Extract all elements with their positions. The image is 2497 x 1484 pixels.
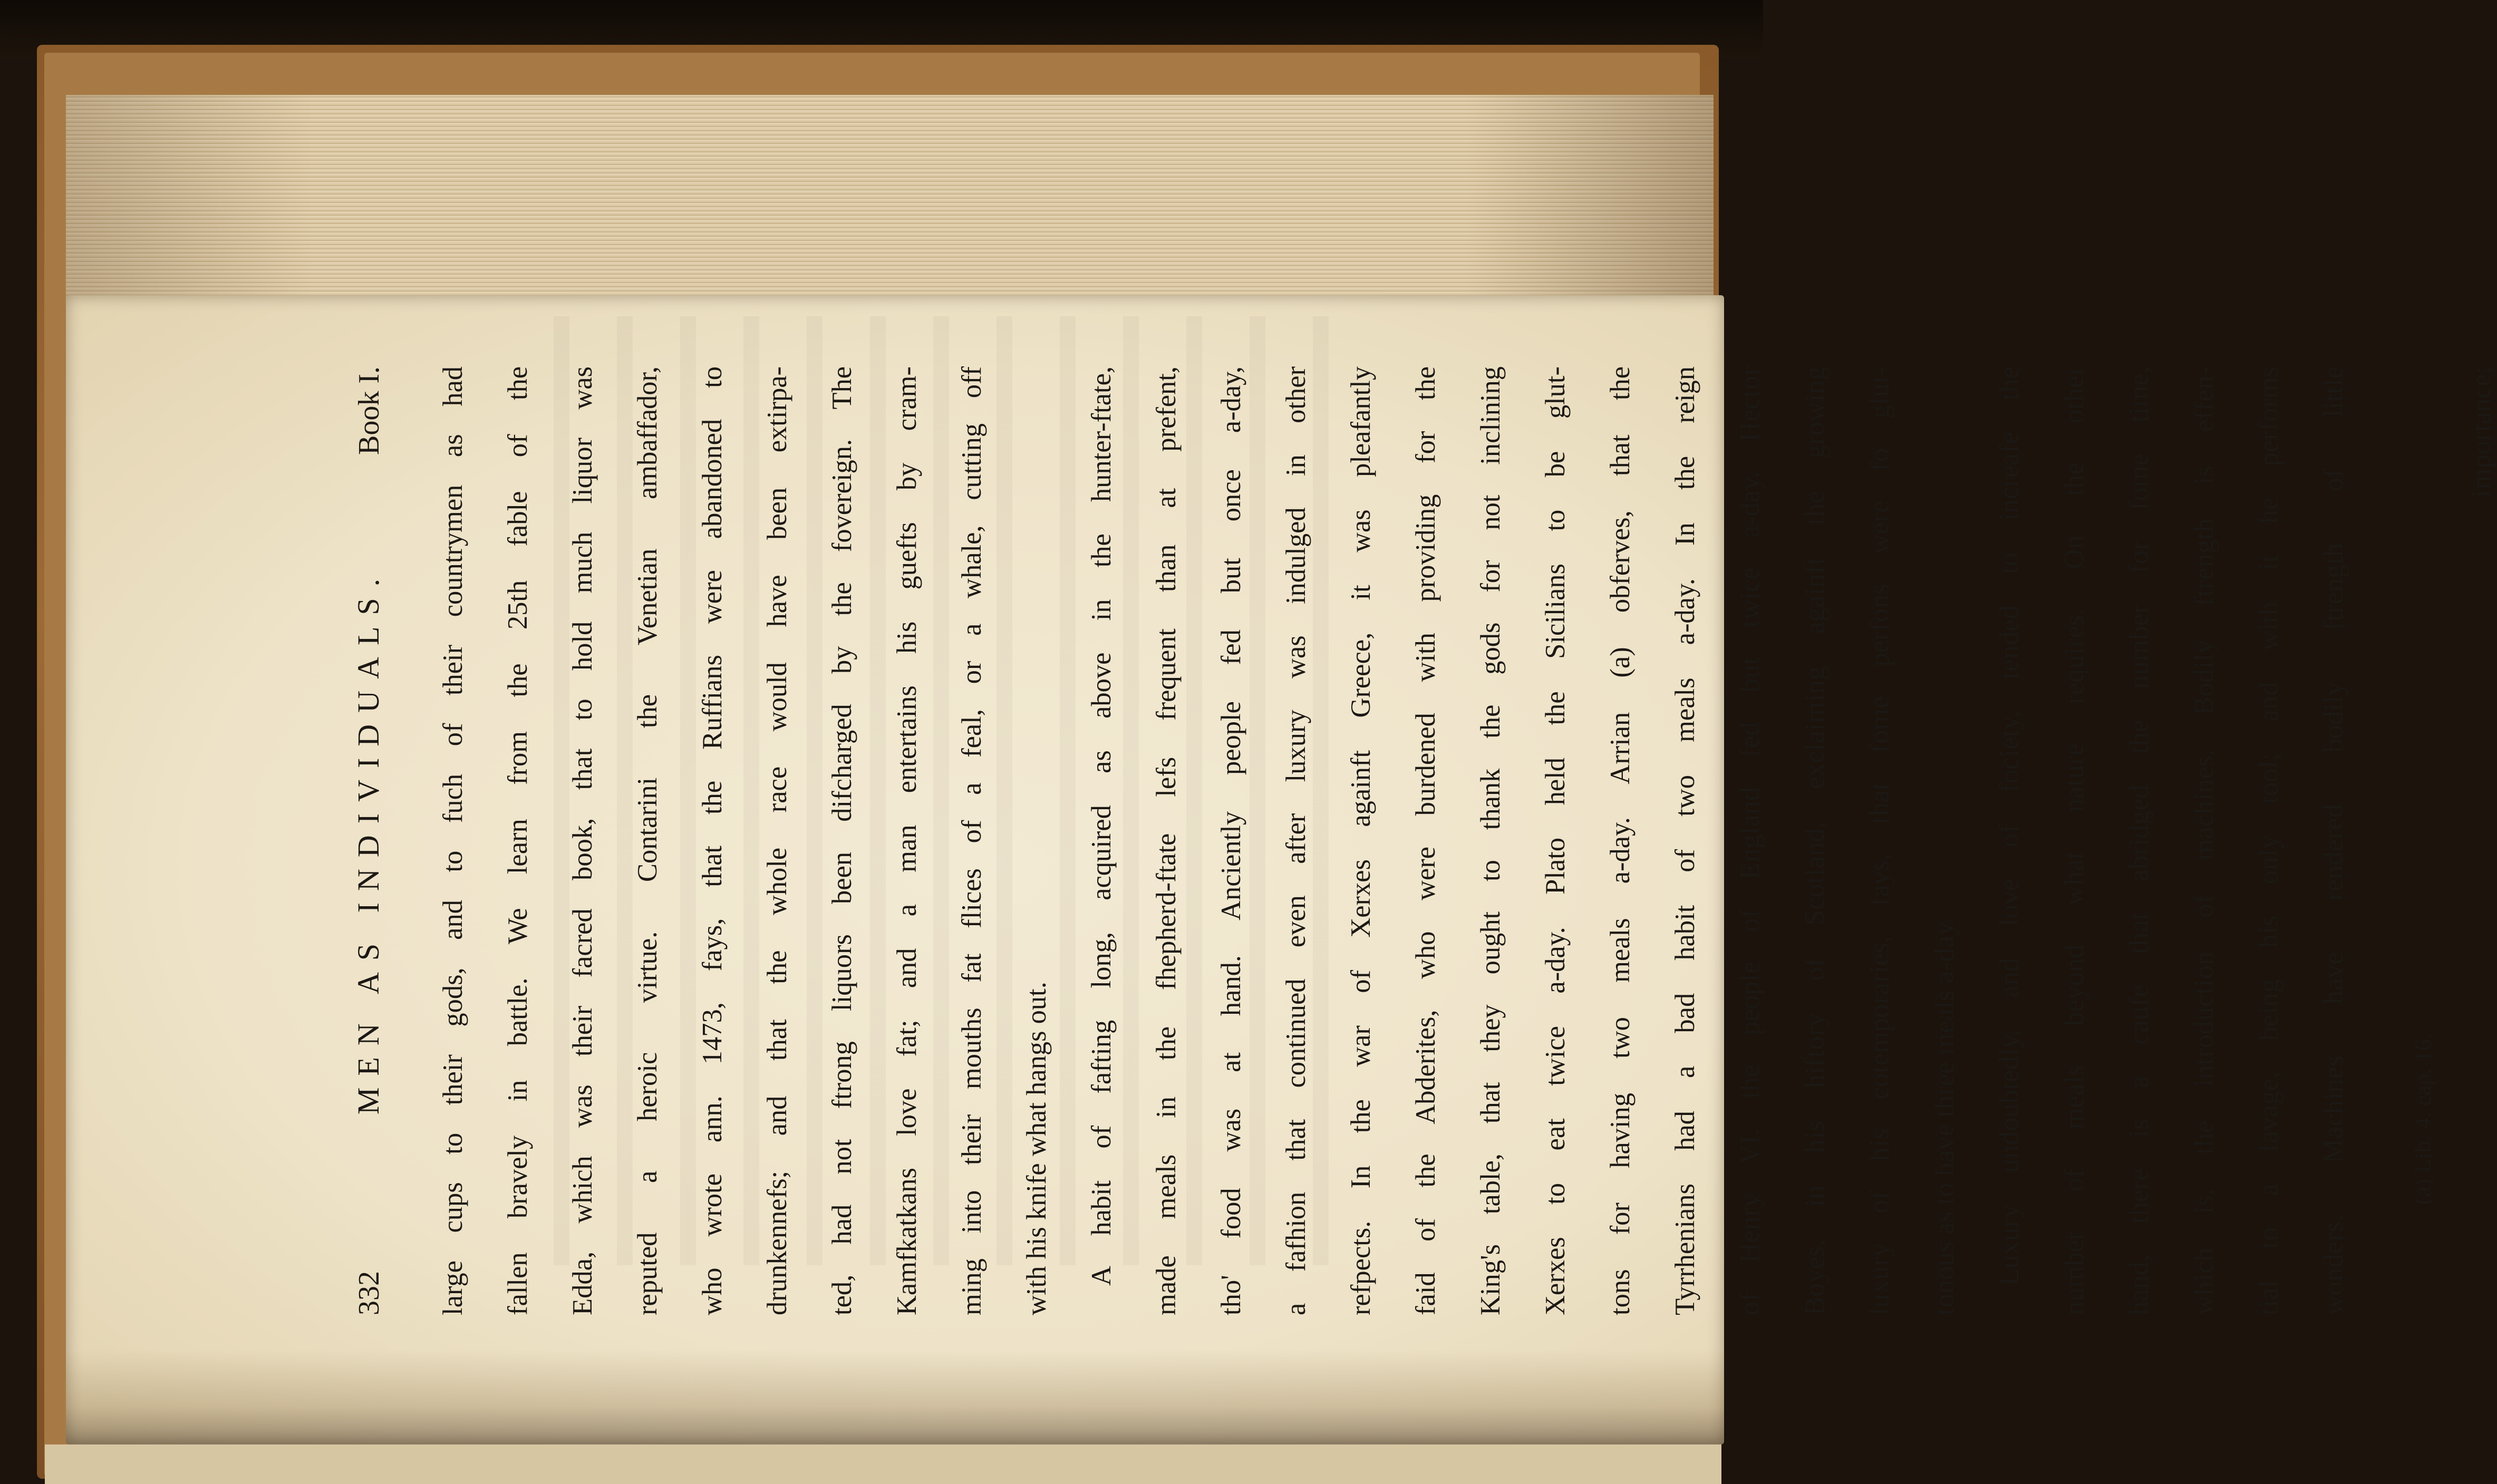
text-line: Tyrrhenians had a bad habit of two meals a-day. In the reign (1670, 366, 1700, 1315)
text-line: ming into their mouths fat flices of a feal, or a whale, cutting off (956, 366, 987, 1315)
book-reference: Book I. (353, 366, 385, 455)
text-line: who wrote ann. 1473, fays, that the Ruffians were abandoned to (697, 366, 728, 1315)
text-line: tons for having two meals a-day. Arrian (a) obferves, that the (1605, 366, 1635, 1315)
text-line: a fafhion that continued even after luxury was indulged in other (1281, 366, 1311, 1315)
text-line: fallen bravely in battle. We learn from the 25th fable of the (502, 366, 533, 1315)
text-line: tho' food was at hand. Anciently people fed but once a-day, (1216, 366, 1246, 1315)
text-line: of Henry VI. the people of England fed but twice a-day. Hector (1735, 366, 1765, 1315)
text-line: Xerxes to eat twice a-day. Plato held the Sicilians to be glut- (1540, 366, 1571, 1315)
text-line: made meals in the fhepherd-ftate lefs frequent than at prefent, (1151, 366, 1182, 1315)
body-text (421, 366, 2366, 1315)
text-line: large cups to their gods, and to fuch of their countrymen as had (438, 366, 468, 1315)
text-line: King's table, that they ought to thank the gods for not inclining (1475, 366, 1506, 1315)
text-line: drunkennefs; and that the whole race would have been extirpa- (762, 366, 792, 1315)
footnote: (a) Lib. 4. cap. 16. (2410, 1033, 2436, 1205)
facing-leaf-edge (45, 1444, 1721, 1484)
page-text-block (351, 366, 2496, 1315)
text-line: hand, there is a caufe that abridged the number for fome time, (2124, 366, 2154, 1315)
running-title: MEN AS INDIVIDUALS. (351, 567, 385, 1115)
page-gutter-shadow (66, 1350, 1724, 1444)
text-line: faid of the Abderites, who were burdened with providing for the (1410, 366, 1441, 1315)
paragraph-first-line: A habit of fafting long, acquired as above in the hunter-ftate, (1086, 366, 1117, 1286)
text-line: ted, had not ftrong liquors been difcharged by the fovereign. The (827, 366, 857, 1315)
text-line: tial to a favage, being his only tool; and with it he performs (2253, 366, 2284, 1315)
text-line: Edda, which was their facred book, that to hold much liquor was (567, 366, 598, 1315)
text-line: which is, the introduction of machines. Bodily ftrength is effen- (2189, 366, 2219, 1315)
page-number: 332 (353, 1271, 385, 1315)
text-line: Boyes, in his hiftory of Scotland, exclaiming againft the growing (1799, 366, 1830, 1315)
text-line: reputed a heroic virtue. Contarini the Venetian ambaffador, (632, 366, 663, 1315)
text-line: with his knife what hangs out. (1021, 982, 1052, 1315)
text-line: refpects. In the war of Xerxes againft Greece, it was pleafantly (1346, 366, 1376, 1315)
text-line: wonders. Machines have rendered bodily ftrength of little (2318, 366, 2349, 1315)
text-line: luxury of his cotemporaries, fays, that fome perfons were fo glut- (1864, 366, 1895, 1315)
paragraph-first-line: Luxury undoubtedly, and love of fociety, tended to increafe the (1994, 366, 2025, 1286)
text-line: tonous as to have three meals a-day. (1929, 916, 1960, 1315)
running-head (351, 366, 417, 1315)
text-line: Kamfkatkans love fat; and a man entertains his guefts by cram- (892, 366, 922, 1315)
catchword: importance; (2466, 366, 2496, 498)
text-line: number of meals beyond what nature requires. On the other (2059, 366, 2089, 1315)
